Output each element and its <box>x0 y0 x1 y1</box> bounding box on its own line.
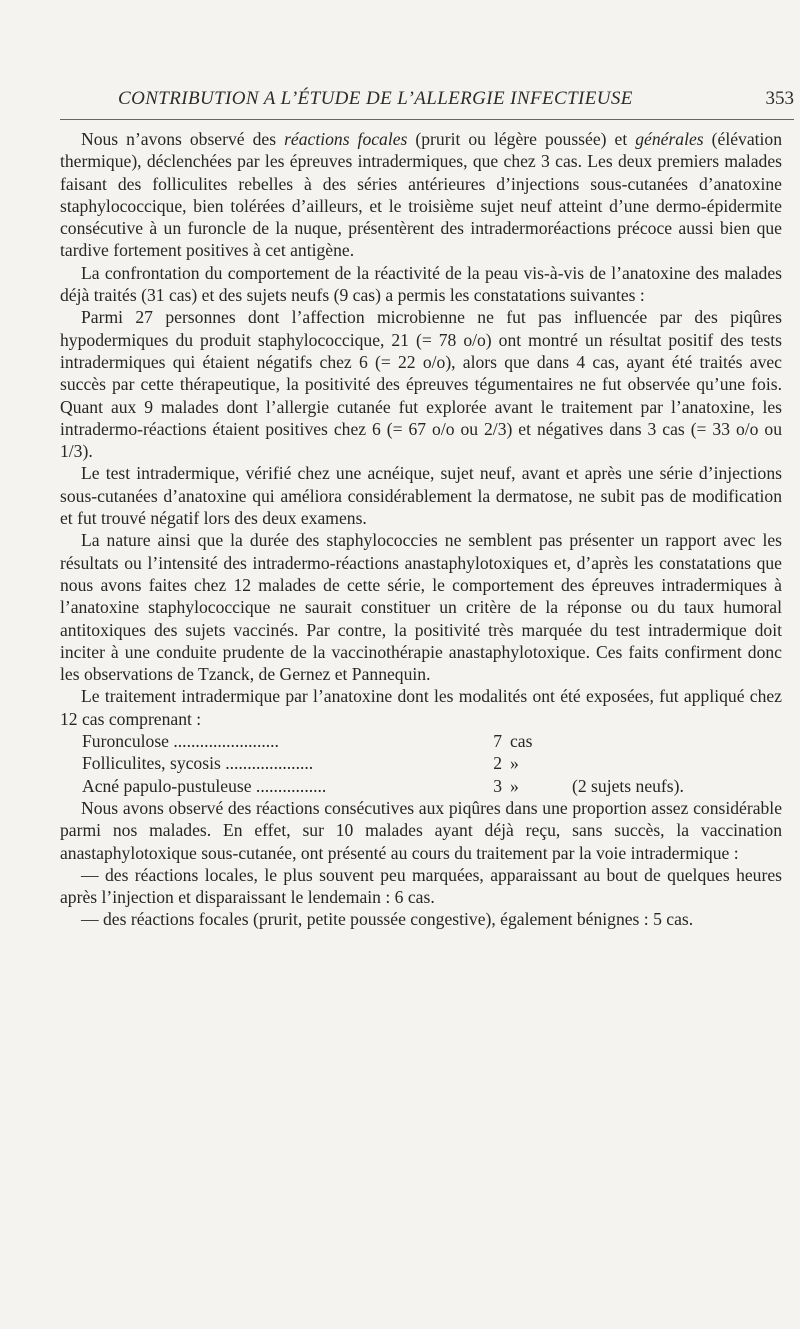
paragraph-1-text-e: (élévation thermique), déclenchées par les épreuves intradermiques, que chez 3 cas. Les deux premiers malades faisant des folliculites rebelles à des séries antérieures d’injections sous-cutanées d’anatoxine staphylococcique, bien tolérées d’ailleurs, et le troisième sujet neuf atteint d’une dermo-épidermite consécutive à un furoncle de la nuque, présentèrent des intradermoréactions précoce aussi bien que tardive fortement positives à cet antigène. <box>60 129 782 261</box>
running-head <box>118 88 794 118</box>
case-unit: cas <box>510 731 533 752</box>
case-label: Furonculose ........................ <box>82 731 279 752</box>
paragraph-1 <box>60 128 782 262</box>
paragraph-8: — des réactions locales, le plus souvent peu marquées, apparaissant au bout de quelques heures après l’injection et disparaissant le lendemain : 6 cas. <box>60 864 782 908</box>
case-list-item <box>60 730 782 752</box>
header-rule <box>60 119 794 120</box>
paragraph-9: — des réactions focales (prurit, petite poussée congestive), également bénignes : 5 cas. <box>81 909 694 930</box>
case-label: Folliculites, sycosis .................... <box>82 753 314 774</box>
case-list-item <box>60 752 782 774</box>
case-unit: » <box>510 753 519 774</box>
paragraph-1-text-c: (prurit ou légère poussée) et <box>407 129 636 149</box>
paragraph-2: La confrontation du comportement de la réactivité de la peau vis-à-vis de l’anatoxine des malades déjà traités (31 cas) et des sujets neufs (9 cas) a permis les constatations suivantes : <box>60 262 782 306</box>
paragraph-1-italic-general: générales <box>635 129 704 149</box>
case-list-item <box>60 775 782 797</box>
paragraph-7: Nous avons observé des réactions consécutives aux piqûres dans une proportion assez considérable parmi nos malades. En effet, sur 10 malades ayant déjà reçu, sans succès, la vaccination anastaphylotoxique sous-cutanée, ont présenté au cours du traitement par la voie intradermique : <box>60 797 782 863</box>
paragraph-6: Le traitement intradermique par l’anatoxine dont les modalités ont été exposées, fut appliqué chez 12 cas comprenant : <box>60 686 782 729</box>
paragraph-1-italic-focal: réactions focales <box>284 129 408 149</box>
case-note: (2 sujets neufs). <box>572 775 684 796</box>
body-text <box>60 128 782 931</box>
case-label: Acné papulo-pustuleuse ................ <box>82 775 327 796</box>
case-count: 2 <box>493 753 502 774</box>
case-unit: » <box>510 775 519 796</box>
paragraph-4: Le test intradermique, vérifié chez une acnéique, sujet neuf, avant et après une série d’injections sous-cutanées d’anatoxine qui améliora considérablement la dermatose, ne subit pas de modification et fut trouvé négatif lors des deux examens. <box>60 463 782 529</box>
case-count: 7 <box>493 731 502 752</box>
paragraph-3: Parmi 27 personnes dont l’affection microbienne ne fut pas influencée par des piqûres hypodermiques du produit staphylococcique, 21 (= 78 o/o) ont montré un résultat positif des tests intradermiques qui étaient négatifs chez 6 (= 22 o/o), alors que dans 4 cas, ayant été traités avec succès par cette thérapeutique, la positivité des épreuves tégumentaires ne fut observée qu’une fois. Quant aux 9 malades dont l’allergie cutanée fut explorée avant le traitement par l’anatoxine, les intradermo-réactions étaient positives chez 6 (= 67 o/o ou 2/3) et négatives dans 3 cas (= 33 o/o ou 1/3). <box>60 307 782 462</box>
paragraph-1-text-a: Nous n’avons observé des <box>81 129 285 149</box>
case-list <box>60 730 782 797</box>
case-count: 3 <box>493 775 502 796</box>
page-number: 353 <box>765 88 794 109</box>
paragraph-5: La nature ainsi que la durée des staphylococcies ne semblent pas présenter un rapport avec les résultats ou l’intensité des intradermo-réactions anastaphylotoxiques et, d’après les constatations que nous avons faites chez 12 malades de cette série, le comportement des épreuves intradermiques à l’anatoxine staphylococcique ne saurait constituer un critère de la réponse ou du taux humoral antitoxiques des sujets vaccinés. Par contre, la positivité très marquée du test intradermique doit inciter à une conduite prudente de la vaccinothérapie anastaphylotoxique. Ces faits confirment donc les observations de Tzanck, de Gernez et Pannequin. <box>60 530 782 685</box>
running-title: CONTRIBUTION A L’ÉTUDE DE L’ALLERGIE INFECTIEUSE <box>118 88 633 109</box>
